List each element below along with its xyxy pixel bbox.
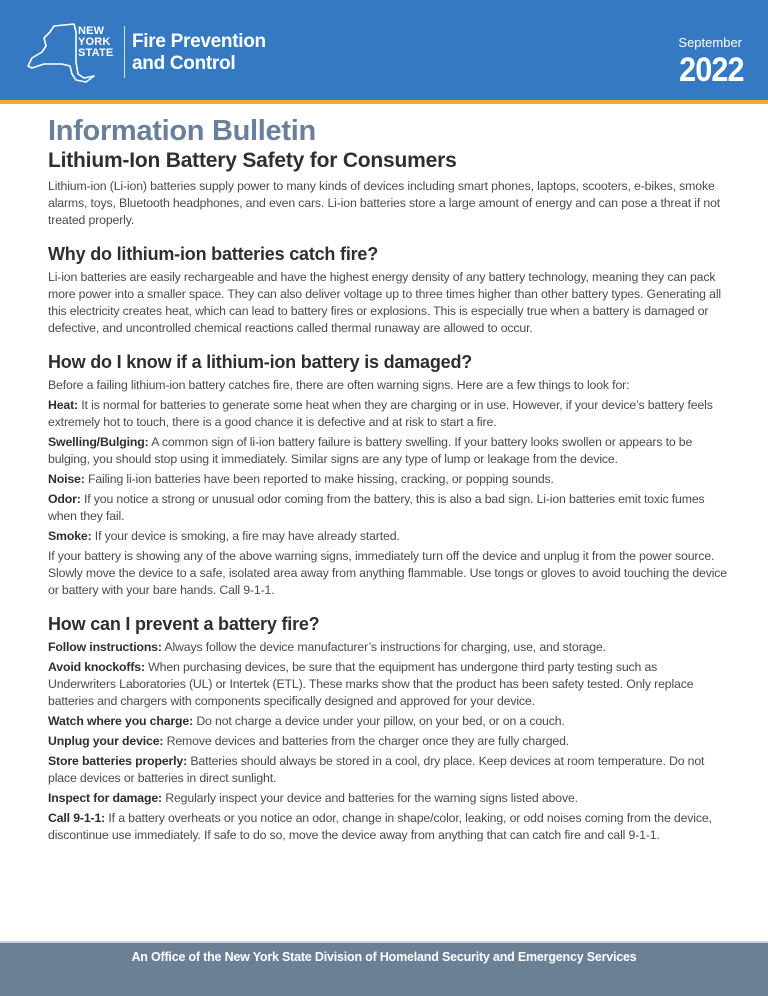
section-heading: How can I prevent a battery fire?	[48, 614, 320, 634]
bulletin-body	[48, 114, 728, 847]
header-band	[0, 0, 768, 100]
page-title: Lithium-Ion Battery Safety for Consumers	[48, 149, 457, 172]
intro-paragraph: Lithium-ion (Li-ion) batteries supply power to many kinds of devices including smart phones, laptops, scooters, e-bikes, smoke alarms, toys, Bluetooth headphones, and even cars. Li-ion batteries store a large amount of energy and can pose a threat if not treated properly.	[48, 179, 721, 227]
paragraph: Li-ion batteries are easily rechargeable and have the highest energy density of any battery technology, meaning they can pack more power into a smaller space. They can also deliver voltage up to three times higher than other battery types. Generating all this electricity creates heat, which can lead to battery fires or explosions. This is especially true when a battery is damaged or defective, and uncontrolled chemical reactions called thermal runaway are allowed to occur.	[48, 270, 721, 335]
issue-year: 2022	[679, 51, 744, 89]
footer-band	[0, 941, 768, 996]
section-heading: How do I know if a lithium-ion battery is damaged?	[48, 352, 473, 372]
issue-month: September	[678, 35, 742, 50]
warning-noise: Noise: Failing li-ion batteries have been reported to make hissing, cracking, or popping sounds.	[48, 472, 554, 486]
paragraph: Before a failing lithium-ion battery catches fire, there are often warning signs. Here are a few things to look for:	[48, 378, 630, 392]
footer-text: An Office of the New York State Division of Homeland Security and Emergency Services	[131, 950, 637, 964]
section-heading: Why do lithium-ion batteries catch fire?	[48, 244, 379, 264]
warning-heat: Heat: It is normal for batteries to generate some heat when they are charging or in use. However, if your device’s battery feels extremely hot to touch, there is a good chance it is defective and at risk to start a fire.	[48, 398, 713, 429]
section-why-fire	[48, 243, 728, 337]
tip-avoid-knockoffs: Avoid knockoffs: When purchasing devices, be sure that the equipment has undergone third party testing such as Underwriters Laboratories (UL) or Intertek (ETL). These marks show that the product has been safety tested. Only replace batteries and chargers with components specifically designed and approved for your device.	[48, 660, 694, 708]
warning-swelling: Swelling/Bulging: A common sign of li-ion battery failure is battery swelling. If your battery looks swollen or appears to be bulging, you should stop using it immediately. Similar signs are any type of lump or leakage from the device.	[48, 435, 693, 466]
tip-unplug: Unplug your device: Remove devices and batteries from the charger once they are fully charged.	[48, 734, 570, 748]
agency-name: Fire Prevention and Control	[132, 31, 266, 74]
warning-odor: Odor: If you notice a strong or unusual odor coming from the battery, this is also a bad sign. Li-ion batteries emit toxic fumes when they fail.	[48, 492, 705, 523]
section-prevent	[48, 613, 728, 844]
warning-smoke: Smoke: If your device is smoking, a fire may have already started.	[48, 529, 400, 543]
logo-divider	[124, 26, 125, 78]
section-damaged	[48, 351, 728, 599]
tip-follow-instructions: Follow instructions: Always follow the device manufacturer’s instructions for charging, use, and storage.	[48, 640, 606, 654]
tip-watch-charge: Watch where you charge: Do not charge a device under your pillow, on your bed, or on a couch.	[48, 714, 565, 728]
tip-store: Store batteries properly: Batteries should always be stored in a cool, dry place. Keep devices at room temperature. Do not place devices or batteries in direct sunlight.	[48, 754, 705, 785]
tip-call-911: Call 9-1-1: If a battery overheats or you notice an odor, change in shape/color, leaking, or odd noises coming from the device, discontinue use immediately. If safe to do so, move the device away from anything that can catch fire and call 9-1-1.	[48, 811, 712, 842]
header-accent-stripe	[0, 100, 768, 104]
bulletin-kicker: Information Bulletin	[48, 115, 316, 147]
tip-inspect: Inspect for damage: Regularly inspect your device and batteries for the warning signs listed above.	[48, 791, 578, 805]
paragraph: If your battery is showing any of the above warning signs, immediately turn off the device and unplug it from the power source. Slowly move the device to a safe, isolated area away from anything flammable. Use tongs or gloves to avoid touching the device or battery with your bare hands. Call 9-1-1.	[48, 549, 727, 597]
nys-wordmark: NEW YORK STATE	[78, 25, 114, 59]
